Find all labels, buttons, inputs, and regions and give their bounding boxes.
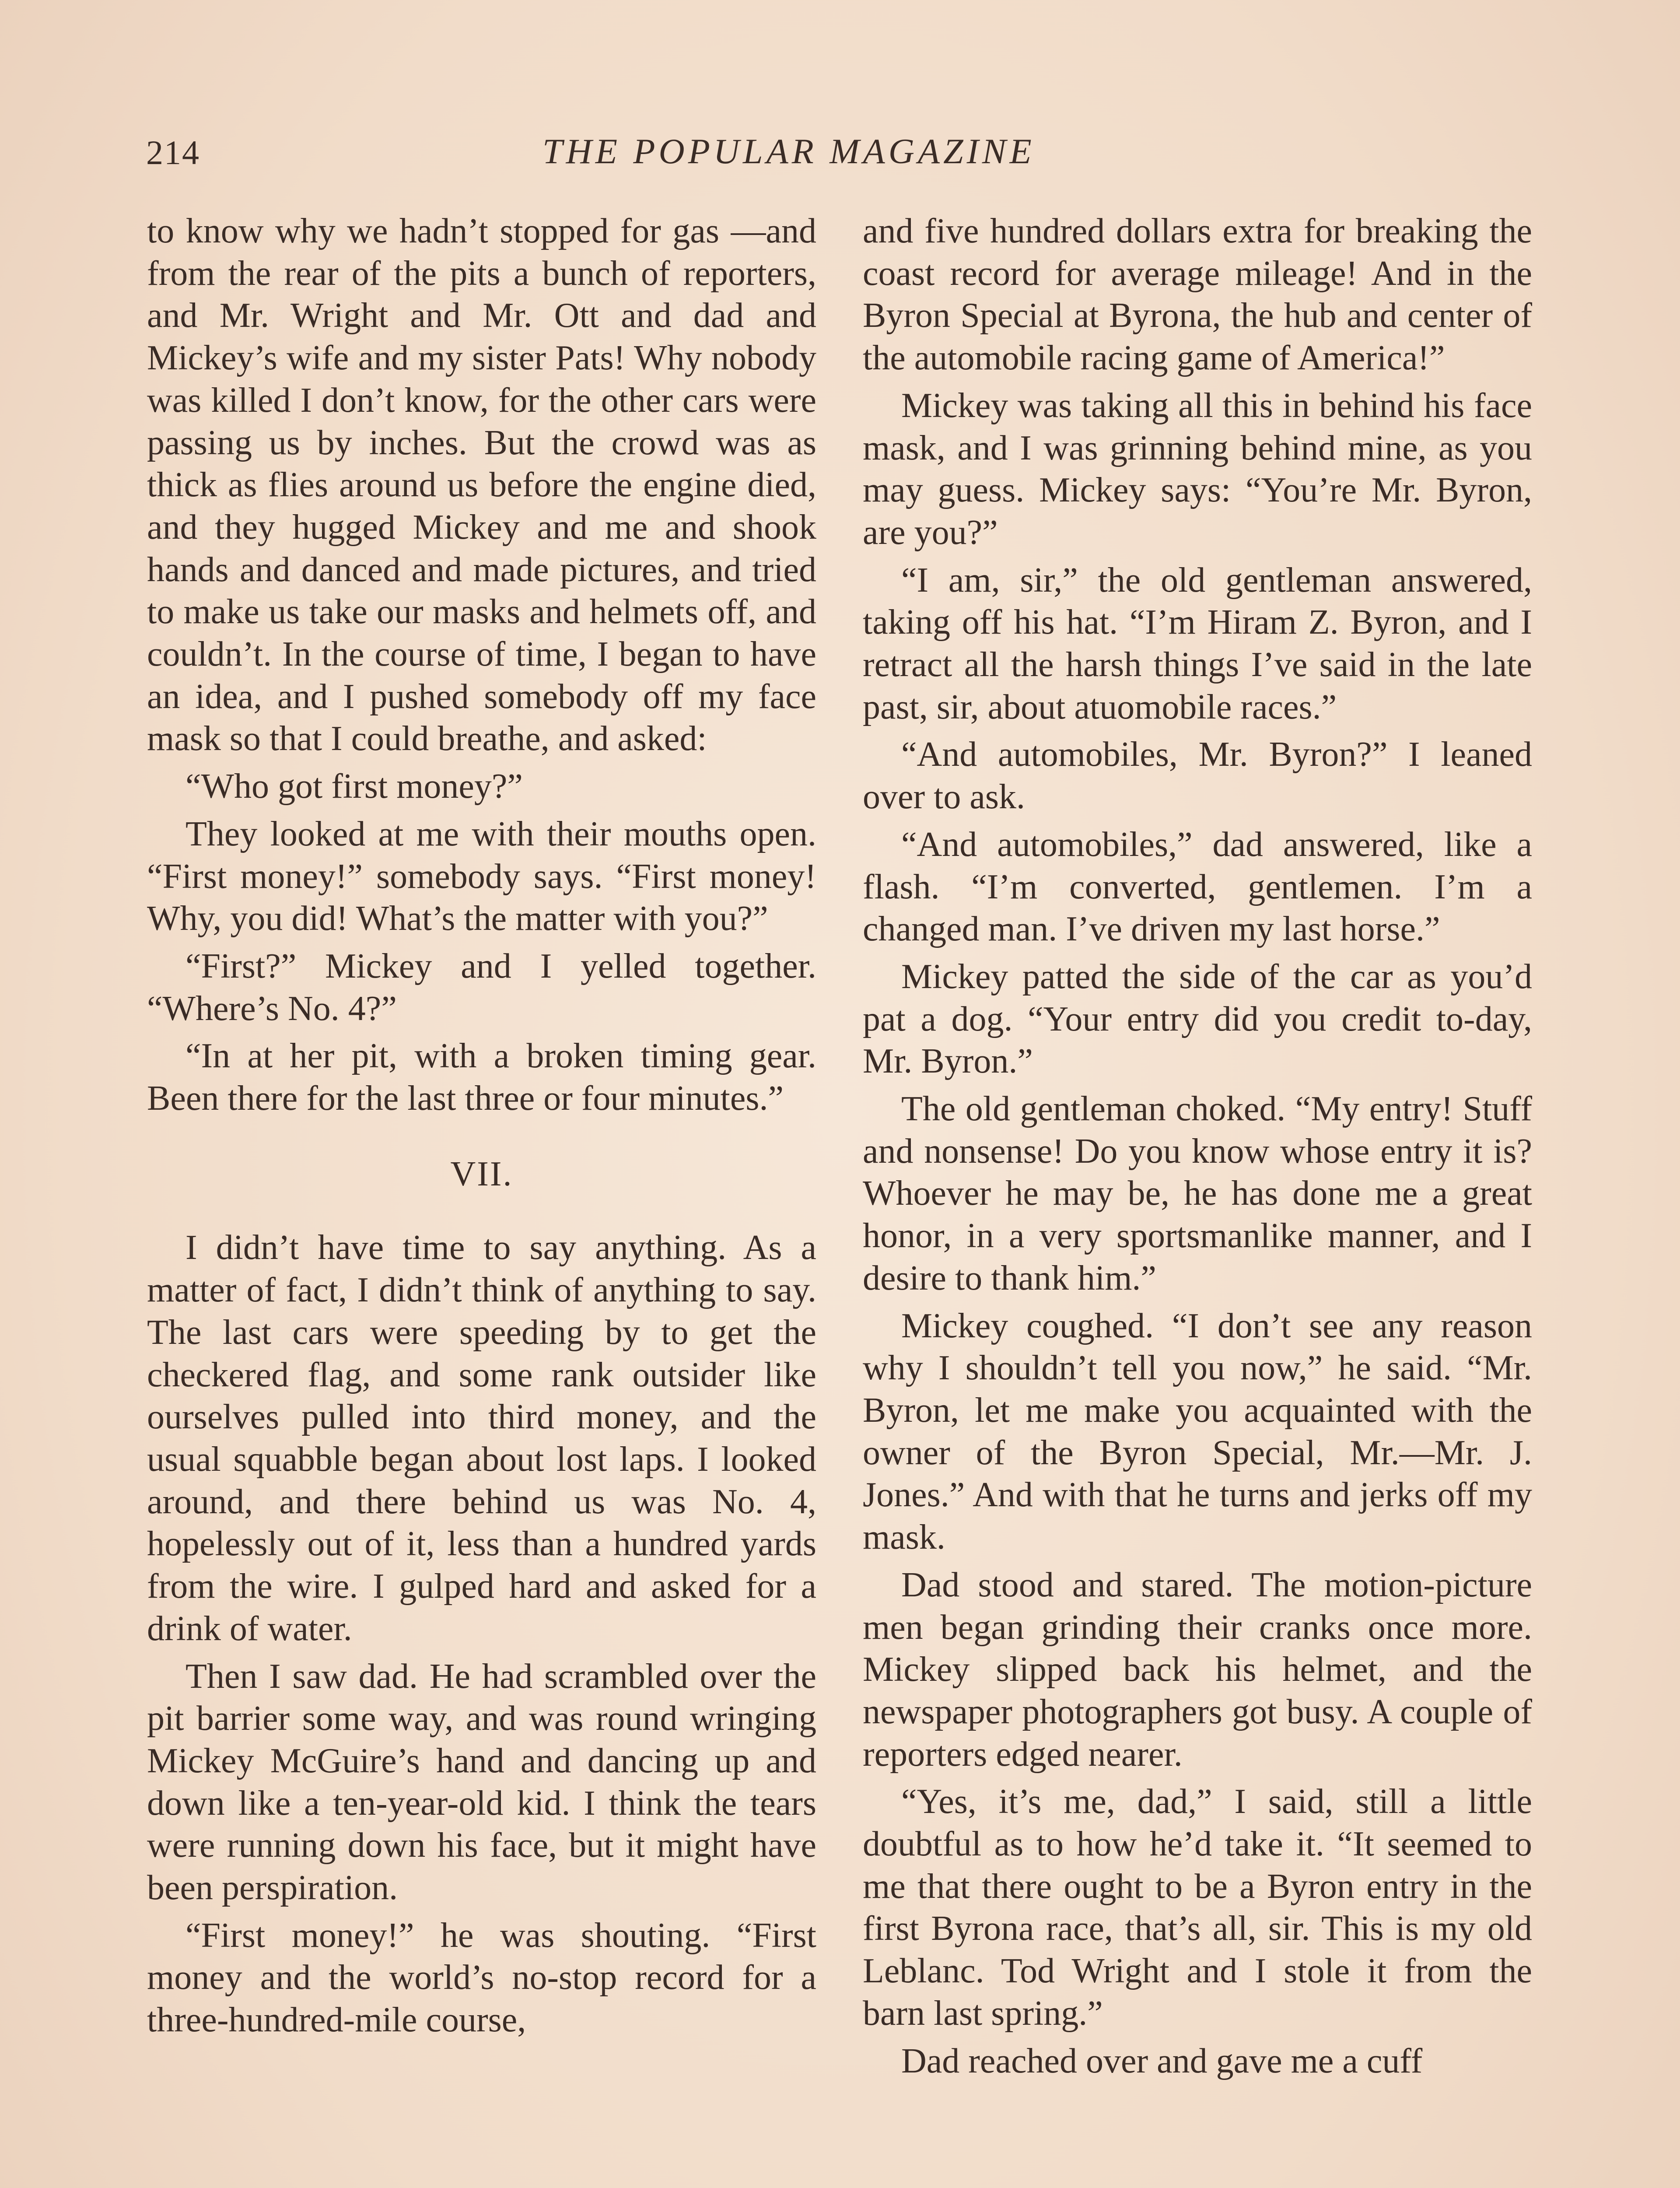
paragraph: “Who got first money?”: [186, 767, 523, 806]
page-number: 214: [146, 133, 200, 172]
paragraph: “First?” Mickey and I yelled together. “Where’s No. 4?”: [147, 947, 816, 1028]
paragraph: to know why we hadn’t stopped for gas —and from the rear of the pits a bunch of reporters, and Mr. Wright and Mr. Ott and dad and Mickey’s wife and my sister Pats! Why nobody was killed I don’t know, for the other cars were passing us by inches. But the crowd was as thick as flies around us before the engine died, and they hugged Mickey and me and shook hands and danced and made pictures, and tried to make us take our masks and helmets off, and couldn’t. In the course of time, I began to have an idea, and I pushed somebody off my face mask so that I could breathe, and asked:: [147, 212, 816, 758]
paragraph: and five hundred dollars extra for breaking the coast record for average mileage! And in the Byron Special at Byrona, the hub and center of the automobile racing game of America!”: [863, 212, 1532, 378]
paragraph: “And automobiles, Mr. Byron?” I leaned over to ask.: [863, 735, 1532, 817]
left-column: [147, 210, 816, 2188]
paragraph: Then I saw dad. He had scrambled over the pit barrier some way, and was round wringing Mickey McGuire’s hand and dancing up and down like a ten-year-old kid. I think the tears were running down his face, but it might have been perspiration.: [147, 1657, 816, 1907]
paragraph: “In at her pit, with a broken timing gear. Been there for the last three or four minutes.”: [147, 1037, 816, 1118]
paragraph: “I am, sir,” the old gentleman answered, taking off his hat. “I’m Hiram Z. Byron, and I retract all the harsh things I’ve said in the late past, sir, about atuomobile races.”: [863, 561, 1532, 726]
paragraph: They looked at me with their mouths open. “First money!” somebody says. “First money! Why, you did! What’s the matter with you?”: [147, 814, 816, 938]
section-heading: VII.: [450, 1154, 513, 1193]
paragraph: Mickey coughed. “I don’t see any reason why I shouldn’t tell you now,” he said. “Mr. Byron, let me make you acquainted with the owner of the Byron Special, Mr.—Mr. J. Jones.” And with that he turns and jerks off my mask.: [863, 1306, 1532, 1557]
paragraph: Mickey was taking all this in behind his face mask, and I was grinning behind mine, as you may guess. Mickey says: “You’re Mr. Byron, are you?”: [863, 386, 1532, 552]
paragraph: “First money!” he was shouting. “First money and the world’s no-stop record for a three-hundred-mile course,: [147, 1916, 816, 2040]
right-column: [863, 210, 1532, 2188]
paragraph: I didn’t have time to say anything. As a matter of fact, I didn’t think of anything to say. The last cars were speeding by to get the checkered flag, and some rank outsider like ourselves pulled into third money, and the usual squabble began about lost laps. I looked around, and there behind us was No. 4, hopelessly out of it, less than a hundred yards from the wire. I gulped hard and asked for a drink of water.: [147, 1228, 816, 1648]
running-head: THE POPULAR MAGAZINE: [542, 131, 1035, 171]
paragraph: Dad reached over and gave me a cuff: [901, 2041, 1423, 2080]
paragraph: Mickey patted the side of the car as you’d pat a dog. “Your entry did you credit to-day, Mr. Byron.”: [863, 957, 1532, 1081]
paragraph: Dad stood and stared. The motion-picture men began grinding their cranks once more. Mickey slipped back his helmet, and the newspaper photographers got busy. A couple of reporters edged nearer.: [863, 1565, 1532, 1774]
paragraph: “And automobiles,” dad answered, like a flash. “I’m converted, gentlemen. I’m a changed man. I’ve driven my last horse.”: [863, 825, 1532, 949]
paragraph: The old gentleman choked. “My entry! Stuff and nonsense! Do you know whose entry it is? Whoever he may be, he has done me a great honor, in a very sportsmanlike manner, and I desire to thank him.”: [863, 1090, 1532, 1297]
paragraph: “Yes, it’s me, dad,” I said, still a little doubtful as to how he’d take it. “It seemed to me that there ought to be a Byron entry in the first Byrona race, that’s all, sir. This is my old Leblanc. Tod Wright and I stole it from the barn last spring.”: [863, 1782, 1532, 2033]
